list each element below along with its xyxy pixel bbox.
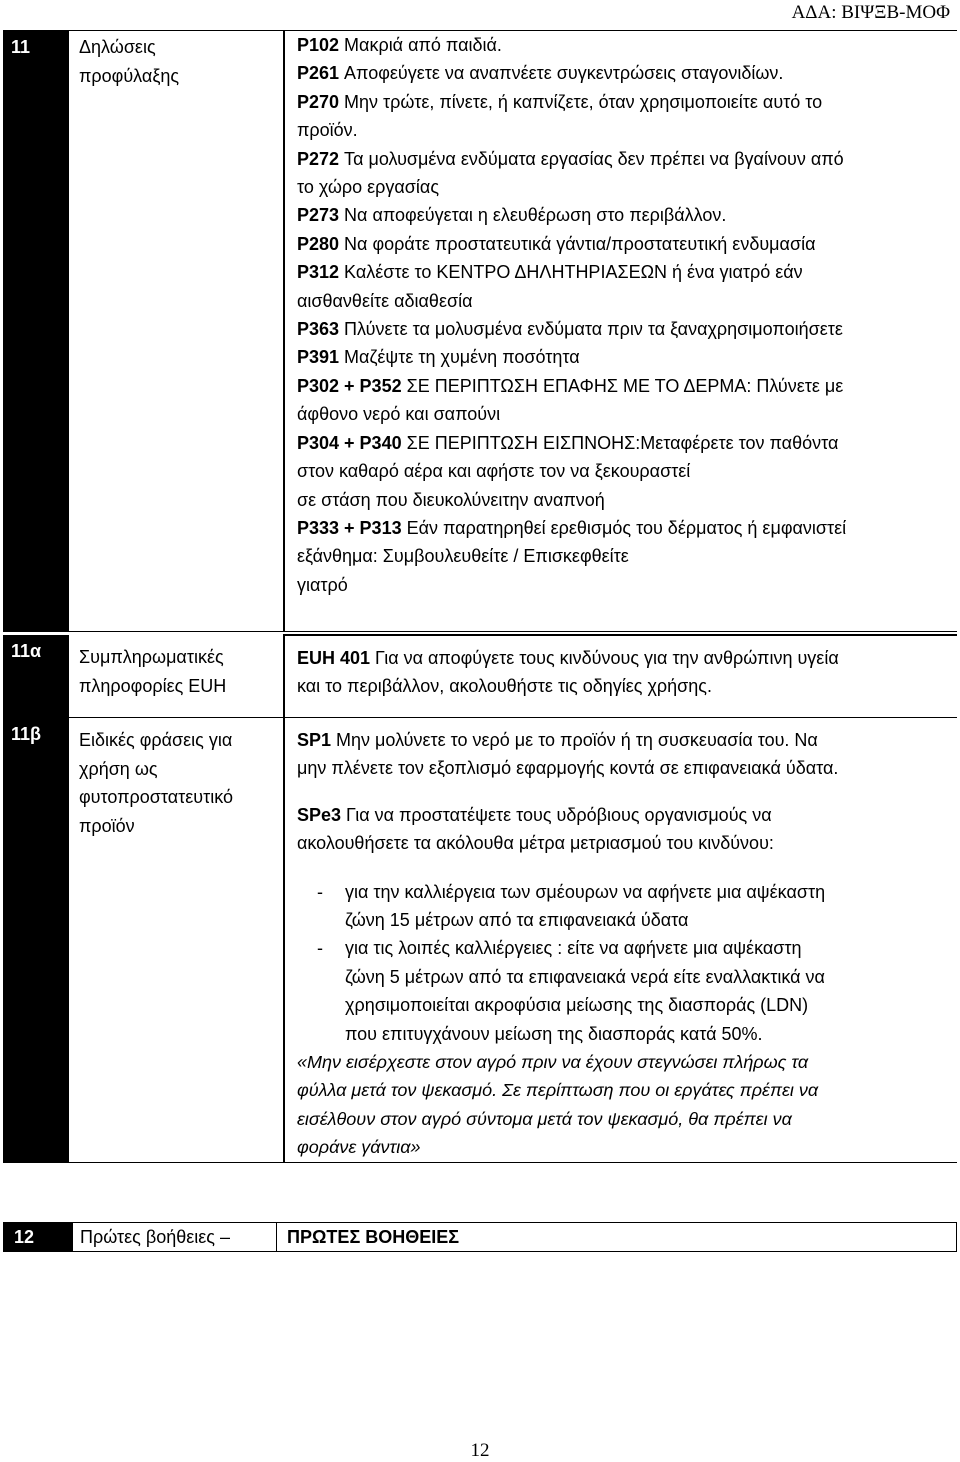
statement-line: P280 Να φοράτε προστατευτικά γάντια/προστατευτική ενδυμασία bbox=[297, 233, 816, 254]
statement-line: EUH 401 Για να αποφύγετε τους κινδύνους για την ανθρώπινη υγεία bbox=[297, 648, 839, 668]
statement-line: αισθανθείτε αδιαθεσία bbox=[297, 290, 473, 311]
label-line: φυτοπροστατευτικό bbox=[79, 787, 234, 807]
label-line: Συμπληρωματικές bbox=[79, 647, 224, 667]
label-line: Δηλώσεις bbox=[79, 37, 156, 57]
statement-line: άφθονο νερό και σαπούνι bbox=[297, 404, 501, 425]
statement-line: P391 Μαζέψτε τη χυμένη ποσότητα bbox=[297, 347, 580, 368]
statement-line: P272 Τα μολυσμένα ενδύματα εργασίας δεν πρέπει να βγαίνουν από bbox=[297, 148, 844, 169]
statement-line: P270 Μην τρώτε, πίνετε, ή καπνίζετε, όταν χρησιμοποιείτε αυτό το bbox=[297, 91, 823, 112]
statement-line: P304 + P340 ΣΕ ΠΕΡΙΠΤΩΣΗ ΕΙΣΠΝΟΗΣ:Μεταφέρετε τον παθόντα bbox=[297, 432, 839, 453]
section-label: Πρώτες βοήθειες – bbox=[73, 1223, 277, 1252]
statement-line: P312 Καλέστε το ΚΕΝΤΡΟ ΔΗΛΗΤΗΡΙΑΣΕΩΝ ή ένα γιατρό εάν bbox=[297, 262, 803, 283]
section-12-table bbox=[3, 1222, 957, 1252]
label-line: Ειδικές φράσεις για bbox=[79, 730, 233, 750]
section-11-table bbox=[3, 30, 957, 632]
statement-line: P261 Αποφεύγετε να αναπνέετε συγκεντρώσεις σταγονιδίων. bbox=[297, 63, 784, 84]
statement-line: P273 Να αποφεύγεται η ελευθέρωση στο περιβάλλον. bbox=[297, 205, 727, 226]
label-line: προφύλαξης bbox=[79, 65, 180, 86]
statement-line: P102 Μακριά από παιδιά. bbox=[297, 35, 502, 55]
section-label bbox=[69, 635, 284, 718]
page-number: 12 bbox=[470, 1440, 490, 1461]
section-number: 12 bbox=[4, 1223, 73, 1252]
section-label bbox=[69, 31, 284, 632]
section-number: 11α bbox=[3, 635, 69, 718]
ada-code: ΑΔΑ: ΒΙΨΞΒ-ΜΟΦ bbox=[791, 2, 950, 23]
statement-line: P333 + P313 Εάν παρατηρηθεί ερεθισμός του δέρματος ή εμφανιστεί bbox=[297, 517, 847, 538]
statement-line: P302 + P352 ΣΕ ΠΕΡΙΠΤΩΣΗ ΕΠΑΦΗΣ ΜΕ ΤΟ ΔΕΡΜΑ: Πλύνετε με bbox=[297, 375, 844, 396]
section-11a-11b-table bbox=[3, 634, 957, 1163]
statement-line: P363 Πλύνετε τα μολυσμένα ενδύματα πριν τα ξαναχρησιμοποιήσετε bbox=[297, 319, 843, 340]
statement-line: το χώρο εργασίας bbox=[297, 177, 439, 198]
label-line: χρήση ως bbox=[79, 758, 158, 779]
label-line: προϊόν bbox=[79, 815, 135, 836]
statement-line: και το περιβάλλον, ακολουθήστε τις οδηγίες χρήσης. bbox=[297, 676, 712, 697]
label-line: πληροφορίες EUH bbox=[79, 675, 227, 696]
sp1-line: μην πλένετε τον εξοπλισμό εφαρμογής κοντά σε επιφανειακά ύδατα. bbox=[297, 758, 839, 779]
spe3-line: ακολουθήσετε τα ακόλουθα μέτρα μετριασμού του κινδύνου: bbox=[297, 833, 774, 854]
statement-line: γιατρό bbox=[297, 574, 348, 595]
spe3-line: SPe3 Για να προστατέψετε τους υδρόβιους οργανισμούς να bbox=[297, 804, 772, 825]
bullet-item: - για την καλλιέργεια των σμέουρων να αφήνετε μια αψέκαστη ζώνη 15 μέτρων από τα επιφανειακά ύδατα bbox=[317, 881, 826, 931]
section-label bbox=[69, 718, 284, 1163]
statement-line: προϊόν. bbox=[297, 120, 358, 141]
statement-line: εξάνθημα: Συμβουλευθείτε / Επισκεφθείτε bbox=[297, 546, 629, 567]
special-phrases bbox=[284, 718, 957, 1163]
section-number: 11β bbox=[3, 718, 69, 1163]
euh-statement bbox=[284, 635, 957, 718]
section-number: 11 bbox=[3, 31, 69, 632]
statement-line: σε στάση που διευκολύνειτην αναπνοή bbox=[297, 489, 605, 510]
statement-line: στον καθαρό αέρα και αφήστε τον να ξεκουραστεί bbox=[297, 461, 691, 482]
italic-note: «Μην εισέρχεστε στον αγρό πριν να έχουν στεγνώσει πλήρως τα φύλλα μετά τον ψεκασμό. Σε περίπτωση που οι εργάτες πρέπει να εισέλθουν στον αγρό σύντομα μετά τον ψεκασμό, θα πρέπει να φοράνε γάντια» bbox=[297, 1052, 819, 1158]
sp1-line: SP1 Μην μολύνετε το νερό με το προϊόν ή τη συσκευασία του. Να bbox=[297, 730, 818, 750]
bullet-item: - για τις λοιπές καλλιέργειες : είτε να αφήνετε μια αψέκαστη ζώνη 5 μέτρων από τα επιφανειακά νερά είτε εναλλακτικά να χρησιμοποιείται ακροφύσια μείωσης της διασποράς (LDN) που επιτυγχάνουν μείωση της διασποράς κατά 50%. bbox=[317, 938, 825, 1044]
precautionary-statements bbox=[284, 31, 957, 632]
first-aid-heading: ΠΡΩΤΕΣ ΒΟΗΘΕΙΕΣ bbox=[277, 1223, 957, 1252]
